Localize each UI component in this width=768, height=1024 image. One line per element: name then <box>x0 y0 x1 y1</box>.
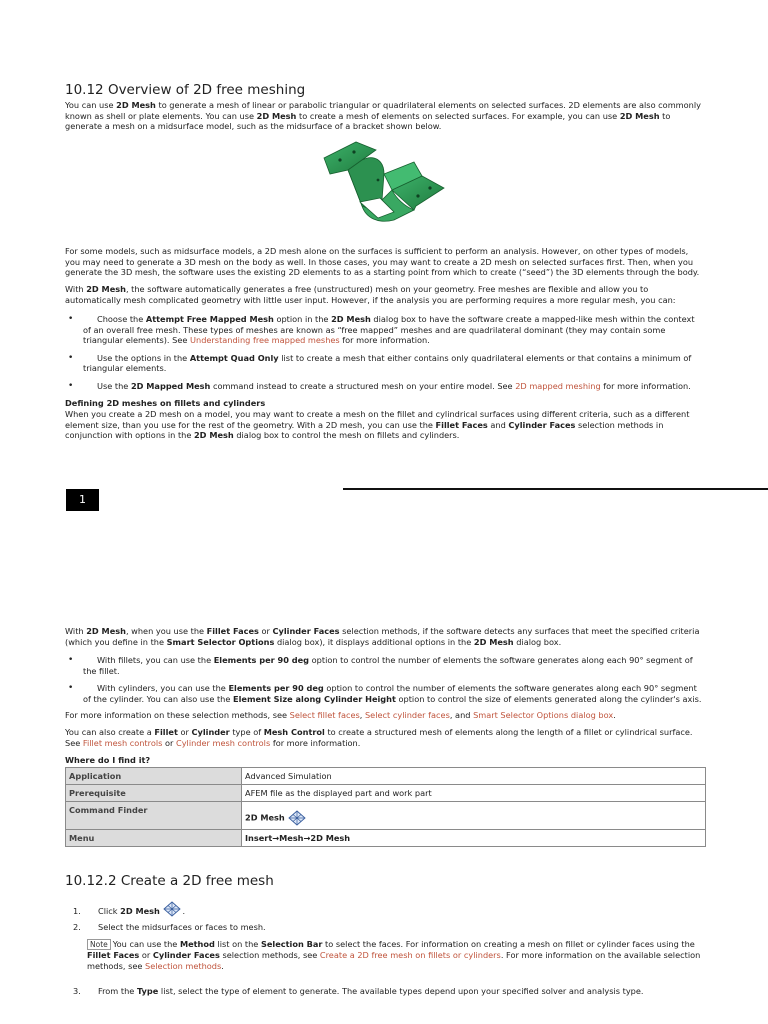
command-finder-value: 2D Mesh <box>245 812 285 823</box>
link-fillet-mesh-controls[interactable]: Fillet mesh controls <box>82 737 163 748</box>
link-create-2d-free-mesh-fillets[interactable]: Create a 2D free mesh on fillets or cylinders <box>319 950 501 960</box>
table-row <box>66 785 706 802</box>
table-value: Insert→Mesh→2D Mesh <box>242 830 706 847</box>
link-cylinder-mesh-controls[interactable]: Cylinder mesh controls <box>175 737 271 748</box>
paragraph-mesh-control: You can also create a Fillet or Cylinder type of Mesh Control to create a structured mesh of elements along the length of a fillet or cylindrical surface. See Fillet mesh controls or Cylinder mesh controls for more information. <box>65 727 693 748</box>
paragraph-3d-mesh: For some models, such as midsurface models, a 2D mesh alone on the surfaces is sufficient to perform an analysis. However, on other types of models, you may need to generate a 3D mesh on the body as well. In those cases, you may want to create a 2D mesh on selected surfaces first. Then, when you generate the 3D mesh, the software uses the existing 2D elements to as a starting point from which to create (“seed”) the 3D elements through the body. <box>65 246 700 278</box>
page-badge: 1 <box>66 489 99 511</box>
mesh-icon[interactable] <box>162 901 182 917</box>
subsection-title: 10.12.2 Create a 2D free mesh <box>65 873 274 889</box>
paragraph-free-mesh: With 2D Mesh, the software automatically generates a free (unstructured) mesh on your geometry. Free meshes are flexible and allow you to automatically mesh complicated geometry with little user input. However, if the analysis you are performing requires a more regular mesh, you can: <box>65 284 676 305</box>
section-title: 10.12 Overview of 2D free meshing <box>65 82 306 98</box>
bracket-image <box>318 140 448 232</box>
link-selection-methods[interactable]: Selection methods <box>145 960 222 971</box>
link-understanding-free-mapped[interactable]: Understanding free mapped meshes <box>190 335 340 346</box>
list-item: • Choose the Attempt Free Mapped Mesh option in the 2D Mesh dialog box to have the software create a mapped-like mesh within the context of an overall free mesh. These types of meshes are known as “free mapped” meshes and are quadrilateral dominant (they may contain some triangular elements). See Understanding free mapped meshes for more information. <box>65 314 705 346</box>
list-item: • Use the 2D Mapped Mesh command instead to create a structured mesh on your entire model. See 2D mapped meshing for more information. <box>65 381 705 392</box>
fillet-cylinder-list <box>65 655 705 711</box>
table-key: Application <box>66 768 242 785</box>
subheading-fillets-cylinders: Defining 2D meshes on fillets and cylinders <box>65 398 266 408</box>
mesh-icon[interactable] <box>287 810 307 826</box>
intro-paragraph: You can use 2D Mesh to generate a mesh of linear or parabolic triangular or quadrilateral elements on selected surfaces. 2D elements are also commonly known as shell or plate elements. You can use 2D Mesh to create a mesh of elements on selected surfaces. For example, you can use 2D Mesh to generate a mesh on a midsurface model, such as the midsurface of a bracket shown below. <box>65 100 701 132</box>
table-row <box>66 768 706 785</box>
link-2d-mapped-meshing[interactable]: 2D mapped meshing <box>515 380 601 391</box>
where-heading: Where do I find it? <box>65 755 151 765</box>
link-select-cylinder-faces[interactable]: Select cylinder faces <box>364 710 450 720</box>
list-item: • With cylinders, you can use the Elements per 90 deg option to control the number of elements the software generates along each 90° segment of the cylinder. You can also use the Element Size along Cylinder Height option to control the size of elements generated along the cylinder's axis. <box>65 683 705 704</box>
divider <box>343 488 768 490</box>
paragraph-selection-methods: With 2D Mesh, when you use the Fillet Faces or Cylinder Faces selection methods, if the software detects any surfaces that meet the specified criteria (which you define in the Smart Selector Options dialog box), it displays additional options in the 2D Mesh dialog box. <box>65 626 700 647</box>
list-item: • Use the options in the Attempt Quad Only list to create a mesh that either contains only quadrilateral elements or that contains a minimum of triangular elements. <box>65 353 705 374</box>
paragraph-fillets-cylinders: When you create a 2D mesh on a model, you may want to create a mesh on the fillet and cylindrical surfaces using different criteria, such as a different element size, than you use for the rest of the geometry. With a 2D mesh, you can use the Fillet Faces and Cylinder Faces selection methods in conjunction with options in the 2D Mesh dialog box to control the mesh on fillets and cylinders. <box>65 409 690 441</box>
table-row <box>66 830 706 847</box>
link-smart-selector-options[interactable]: Smart Selector Options dialog box <box>473 710 614 720</box>
table-key: Prerequisite <box>66 785 242 802</box>
link-select-fillet-faces[interactable]: Select fillet faces <box>289 710 360 720</box>
table-value: Advanced Simulation <box>242 768 706 785</box>
table-key: Command Finder <box>66 802 242 830</box>
info-table <box>65 767 706 847</box>
options-list <box>65 314 705 399</box>
note-label: Note <box>87 939 111 950</box>
list-item: • With fillets, you can use the Elements per 90 deg option to control the number of elements the software generates along each 90° segment of the fillet. <box>65 655 705 676</box>
paragraph-more-info: For more information on these selection methods, see Select fillet faces, Select cylinder faces, and Smart Selector Options dialog box. <box>65 710 616 720</box>
table-value <box>242 802 706 830</box>
table-value: AFEM file as the displayed part and work part <box>242 785 706 802</box>
table-key: Menu <box>66 830 242 847</box>
table-row <box>66 802 706 830</box>
